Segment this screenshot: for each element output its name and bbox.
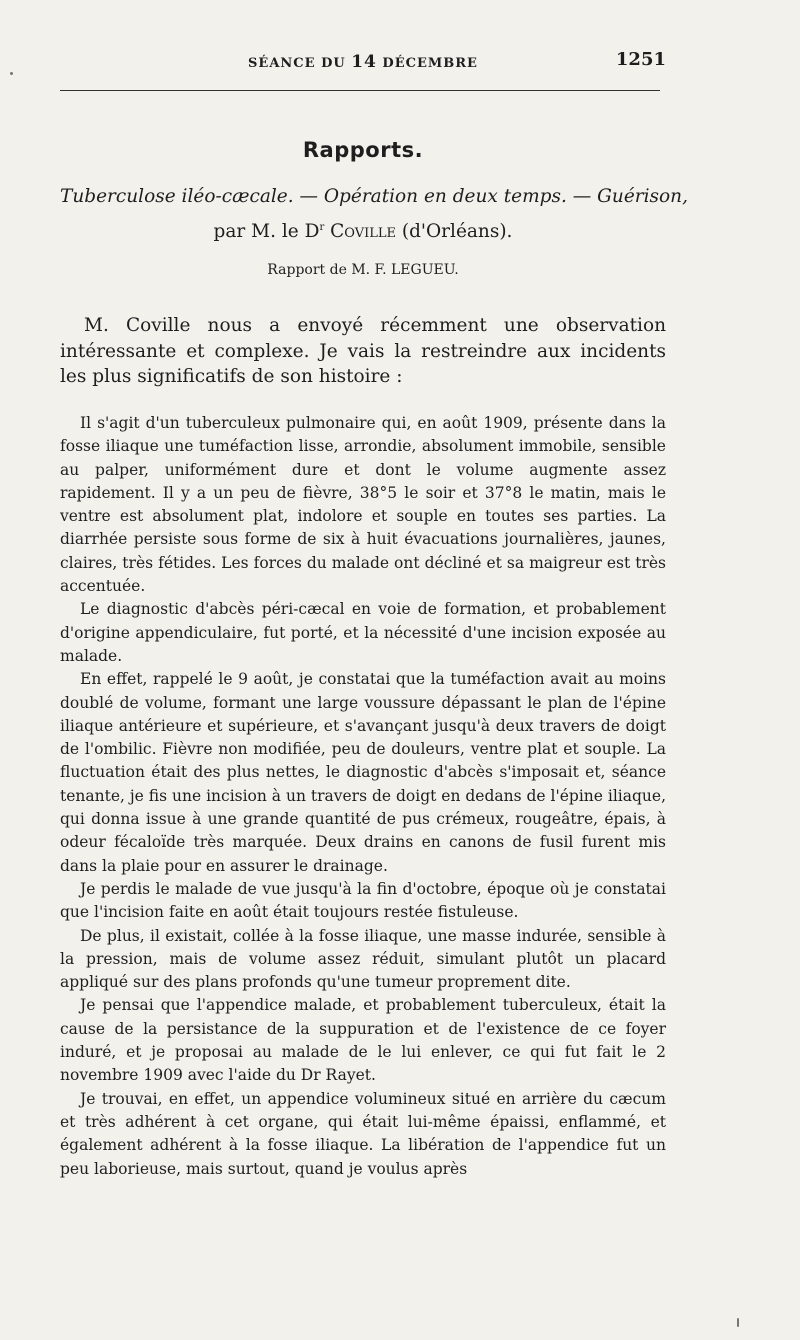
intro-text: M. Coville nous a envoyé récemment une observation intéressante et complexe. Je vais la restreindre aux incidents les plus significatifs de son histoire : [60,315,666,387]
report-attribution: Rapport de M. F. LEGUEU. [267,262,459,278]
header-prefix: SÉANCE DU [248,56,352,71]
paragraph-7: Je trouvai, en effet, un appendice volumineux situé en arrière du cæcum et très adhérent à cet organe, qui était lui-même épaissi, enflammé, et également adhérent à la fosse iliaque. La libération de l'appendice fut un peu laborieuse, mais surtout, quand je voulus après [60,1089,666,1178]
page-number: 1251 [615,49,666,70]
print-speck [737,1318,739,1327]
byline-prefix: par M. le D [213,221,320,242]
article-byline [60,221,666,242]
article-title: Tuberculose iléo-cæcale. — Opération en deux temps. — Guérison, [60,186,688,207]
byline-suffix: (d'Orléans). [395,221,513,242]
print-speck [10,72,13,75]
byline-name: Coville [330,221,396,242]
paragraph-5: De plus, il existait, collée à la fosse iliaque, une masse indurée, sensible à la pression, mais de volume assez réduit, simulant plutôt un placard appliqué sur des plans profonds qu'une tumeur proprement dite. [60,926,666,992]
paragraph-6: Je pensai que l'appendice malade, et probablement tuberculeux, était la cause de la persistance de la suppuration et de l'existence de ce foyer induré, et je proposai au malade de le lui enlever, ce qui fut fait le 2 novembre 1909 avec l'aide du Dr Rayet. [60,996,666,1085]
body-text [60,412,666,1181]
header-rule [60,90,660,91]
paragraph-1: Il s'agit d'un tuberculeux pulmonaire qui, en août 1909, présente dans la fosse iliaque une tuméfaction lisse, arrondie, absolument immobile, sensible au palper, uniformément dure et dont le volume augmente assez rapidement. Il y a un peu de fièvre, 38°5 le soir et 37°8 le matin, mais le ventre est absolument plat, indolore et souple en toutes ses parties. La diarrhée persiste sous forme de six à huit évacuations journalières, jaunes, claires, très fétides. Les forces du malade ont décliné et sa maigreur est très accentuée. [60,414,666,596]
paragraph-3: En effet, rappelé le 9 août, je constatai que la tuméfaction avait au moins doublé de volume, formant une large voussure dépassant le plan de l'épine iliaque antérieure et supérieure, et s'avançant jusqu'à deux travers de doigt de l'ombilic. Fièvre non modifiée, peu de douleurs, ventre plat et souple. La fluctuation était des plus nettes, le diagnostic d'abcès s'imposait et, séance tenante, je fis une incision à un travers de doigt en dedans de l'épine iliaque, qui donna issue à une grande quantité de pus crémeux, rougeâtre, épais, à odeur fécaloïde très marquée. Deux drains en canons de fusil furent mis dans la plaie pour en assurer le drainage. [60,670,666,875]
header-day: 14 [351,52,377,72]
paragraph-4: Je perdis le malade de vue jusqu'à la fin d'octobre, époque où je constatai que l'incision faite en août était toujours restée fistuleuse. [60,879,666,922]
header-suffix: DÉCEMBRE [376,56,478,71]
section-title: Rapports. [302,138,424,162]
paragraph-2: Le diagnostic d'abcès péri-cæcal en voie de formation, et probablement d'origine appendiculaire, fut porté, et la nécessité d'une incision exposée au malade. [60,600,666,665]
intro-paragraph [60,313,666,390]
header-title [60,52,666,72]
byline-sup: r [319,221,325,233]
